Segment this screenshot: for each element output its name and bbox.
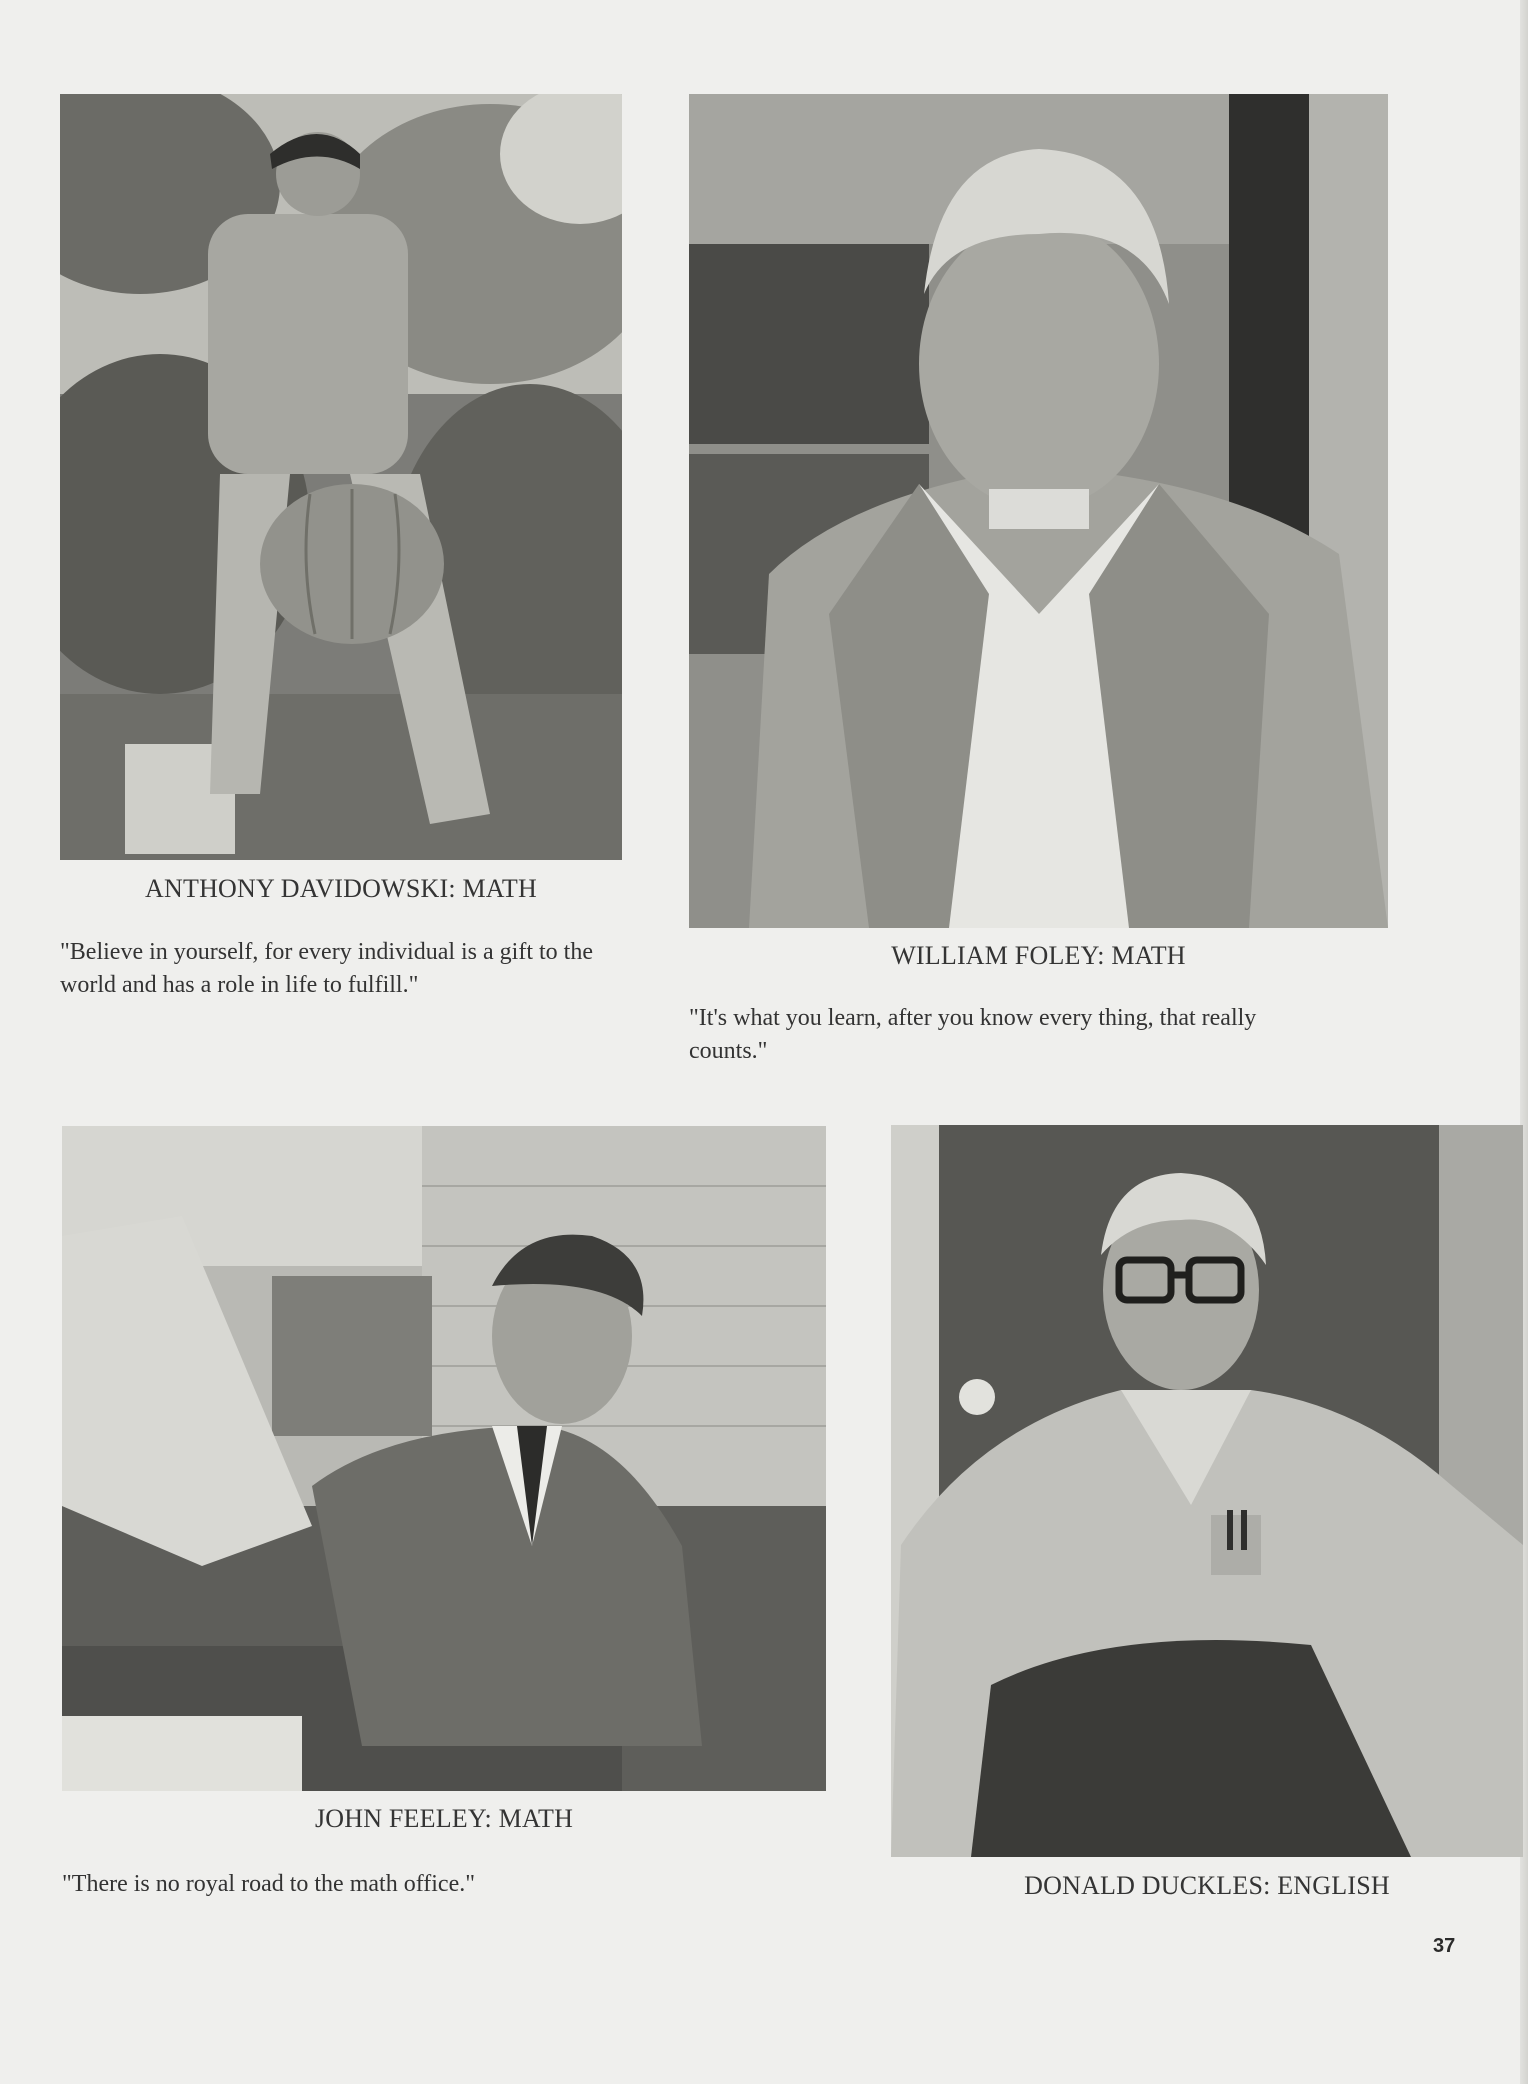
davidowski-photo	[60, 94, 622, 860]
feeley-quote: "There is no royal road to the math office."	[62, 1871, 476, 1897]
davidowski-caption: ANTHONY DAVIDOWSKI: MATH	[145, 874, 537, 903]
duckles-photo	[891, 1125, 1523, 1857]
foley-caption: WILLIAM FOLEY: MATH	[891, 941, 1186, 970]
foley-quote: "It's what you learn, after you know every thing, that really counts."	[689, 1005, 1257, 1064]
davidowski-quote: "Believe in yourself, for every individual is a gift to the world and has a role in life to fulfill."	[60, 939, 593, 998]
foley-photo	[689, 94, 1388, 928]
feeley-caption: JOHN FEELEY: MATH	[314, 1804, 574, 1833]
duckles-caption: DONALD DUCKLES: ENGLISH	[1024, 1871, 1390, 1900]
feeley-photo	[62, 1126, 826, 1791]
page-number: 37	[1433, 1935, 1456, 1957]
